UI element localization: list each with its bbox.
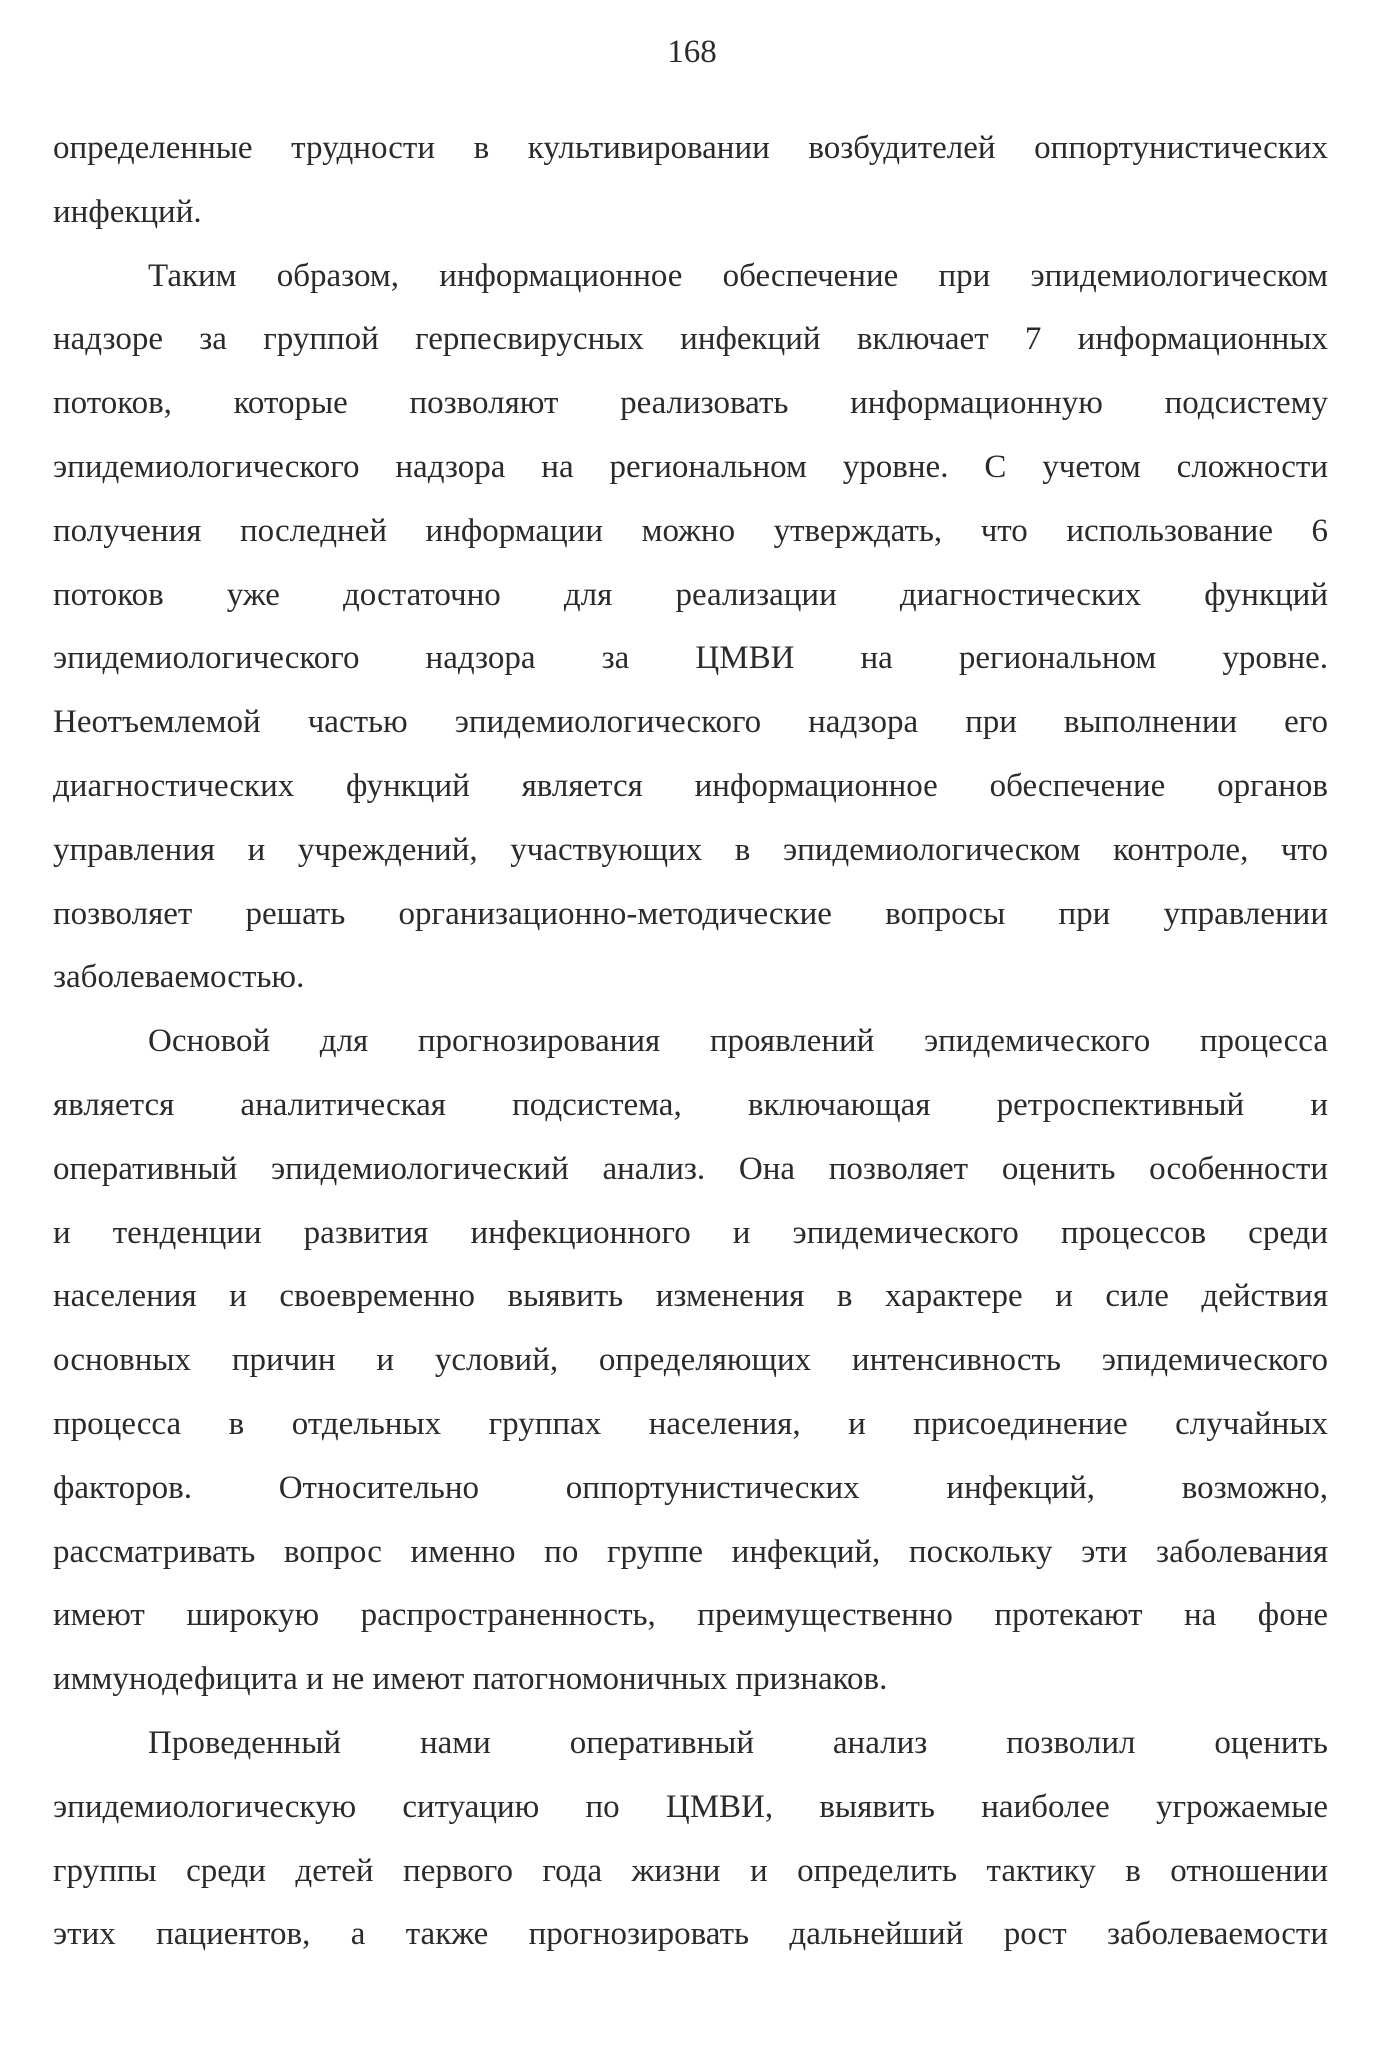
text-line: имеют широкую распространенность, преимущественно протекают на фоне (53, 1597, 1328, 1634)
paragraph-2 (53, 245, 1328, 1011)
text-line: диагностических функций является информационное обеспечение органов (53, 767, 1328, 804)
text-line: определенные трудности в культивировании возбудителей оппортунистических (53, 130, 1328, 166)
text-line: Проведенный нами оперативный анализ позволил оценить (148, 1724, 1328, 1761)
text-line: инфекций. (53, 193, 202, 230)
paragraph-4 (53, 1712, 1328, 1967)
document-body (53, 117, 1328, 1967)
text-line: населения и своевременно выявить изменения в характере и силе действия (53, 1278, 1328, 1315)
text-line: является аналитическая подсистема, включающая ретроспективный и (53, 1086, 1328, 1123)
text-line: потоков уже достаточно для реализации диагностических функций (53, 576, 1328, 613)
text-line: факторов. Относительно оппортунистических инфекций, возможно, (53, 1469, 1328, 1506)
text-line: рассматривать вопрос именно по группе инфекций, поскольку эти заболевания (53, 1533, 1328, 1570)
text-line: эпидемиологического надзора за ЦМВИ на региональном уровне. (53, 640, 1328, 677)
text-line: основных причин и условий, определяющих интенсивность эпидемического (53, 1342, 1328, 1379)
text-line: Основой для прогнозирования проявлений эпидемического процесса (148, 1023, 1328, 1060)
text-line: позволяет решать организационно-методические вопросы при управлении (53, 895, 1328, 932)
text-line: получения последней информации можно утверждать, что использование 6 (53, 512, 1328, 549)
text-line: и тенденции развития инфекционного и эпидемического процессов среди (53, 1214, 1328, 1251)
text-line: этих пациентов, а также прогнозировать дальнейший рост заболеваемости (53, 1916, 1328, 1953)
text-line: эпидемиологическую ситуацию по ЦМВИ, выявить наиболее угрожаемые (53, 1788, 1328, 1825)
page-number: 168 (667, 34, 717, 70)
text-line: иммунодефицита и не имеют патогномоничных признаков. (53, 1661, 888, 1698)
text-line: эпидемиологического надзора на региональном уровне. С учетом сложности (53, 448, 1328, 485)
text-line: группы среди детей первого года жизни и определить тактику в отношении (53, 1852, 1328, 1889)
paragraph-1 (53, 117, 1328, 245)
text-line: оперативный эпидемиологический анализ. Она позволяет оценить особенности (53, 1150, 1328, 1187)
text-line: потоков, которые позволяют реализовать информационную подсистему (53, 385, 1328, 422)
text-line: заболеваемостью. (53, 959, 305, 996)
text-line: управления и учреждений, участвующих в эпидемиологическом контроле, что (53, 831, 1328, 868)
text-line: Таким образом, информационное обеспечение при эпидемиологическом (148, 257, 1328, 294)
text-line: процесса в отдельных группах населения, и присоединение случайных (53, 1405, 1328, 1442)
paragraph-3 (53, 1010, 1328, 1712)
text-line: Неотъемлемой частью эпидемиологического надзора при выполнении его (53, 704, 1328, 741)
text-line: надзоре за группой герпесвирусных инфекций включает 7 информационных (53, 321, 1328, 358)
